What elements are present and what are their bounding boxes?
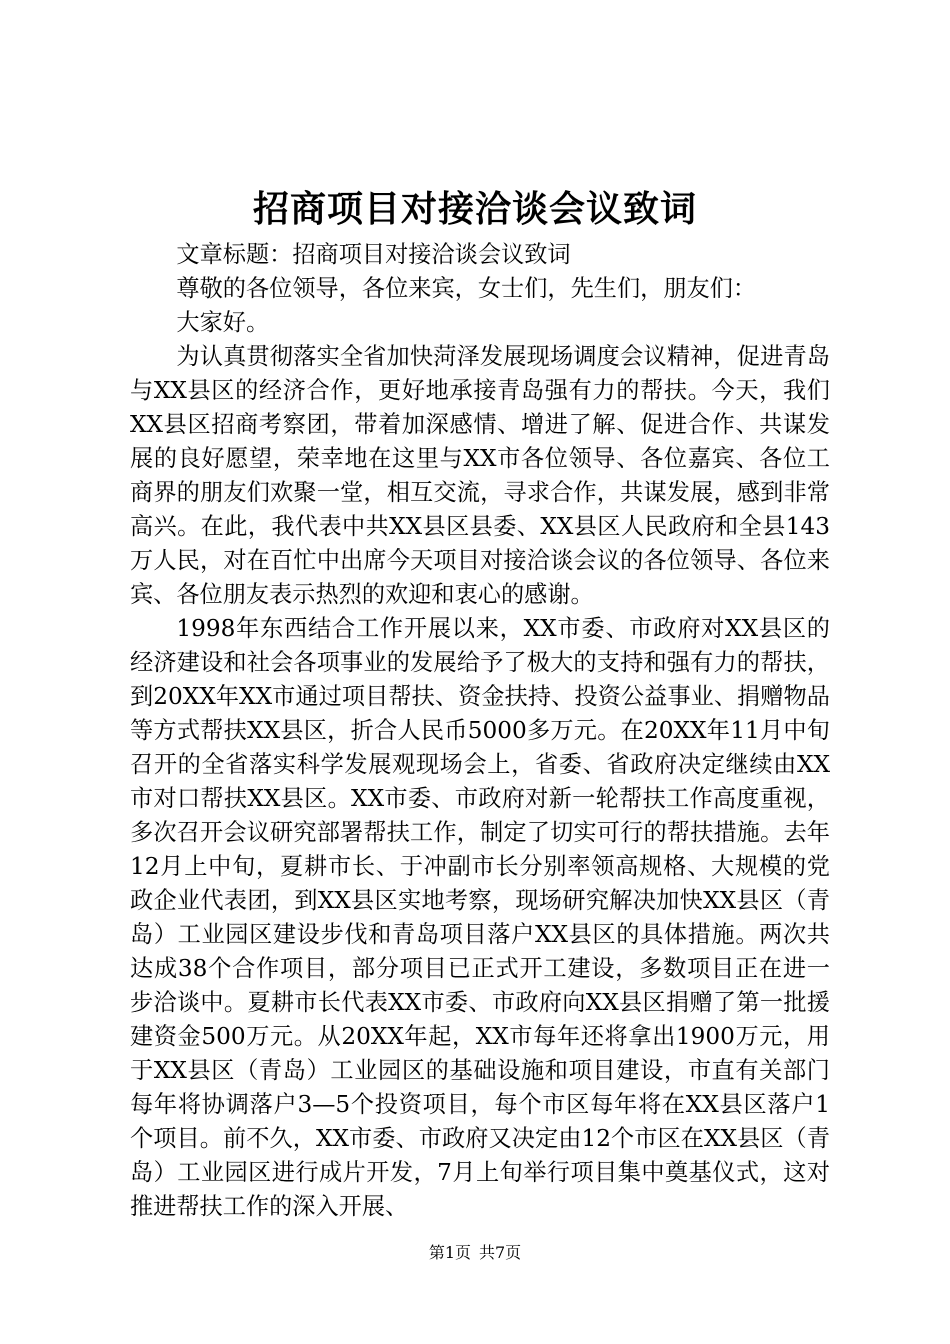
body-paragraph: 1998年东西结合工作开展以来，XX市委、市政府对XX县区的经济建设和社会各项事业的发展给予了极大的支持和强有力的帮扶，到20XX年XX市通过项目帮扶、资金扶持、投资公益事业、捐赠物品等方式帮扶XX县区，折合人民币5000多万元。在20XX年11月中旬召开的全省落实科学发展观现场会上，省委、省政府决定继续由XX市对口帮扶XX县区。XX市委、市政府对新一轮帮扶工作高度重视，多次召开会议研究部署帮扶工作，制定了切实可行的帮扶措施。去年12月上中旬，夏耕市长、于冲副市长分别率领高规格、大规模的党政企业代表团，到XX县区实地考察，现场研究解决加快XX县区（青岛）工业园区建设步伐和青岛项目落户XX县区的具体措施。两次共达成38个合作项目，部分项目已正式开工建设，多数项目正在进一步洽谈中。夏耕市长代表XX市委、市政府向XX县区捐赠了第一批援建资金500万元。从20XX年起，XX市每年还将拿出1900万元，用于XX县区（青岛）工业园区的基础设施和项目建设，市直有关部门每年将协调落户3—5个投资项目，每个市区每年将在XX县区落户1个项目。前不久，XX市委、市政府又决定由12个市区在XX县区（青岛）工业园区进行成片开发，7月上旬举行项目集中奠基仪式，这对推进帮扶工作的深入开展、 [130,615,830,1220]
document-title: 招商项目对接洽谈会议致词 [252,189,697,230]
body-paragraph: 为认真贯彻落实全省加快菏泽发展现场调度会议精神，促进青岛与XX县区的经济合作，更好地承接青岛强有力的帮扶。今天，我们XX县区招商考察团，带着加深感情、增进了解、促进合作、共谋发展的良好愿望，荣幸地在这里与XX市各位领导、各位嘉宾、各位工商界的朋友们欢聚一堂，相互交流，寻求合作，共谋发展，感到非常高兴。在此，我代表中共XX县区县委、XX县区人民政府和全县143万人民，对在百忙中出席今天项目对接洽谈会议的各位领导、各位来宾、各位朋友表示热烈的欢迎和衷心的感谢。 [130,343,830,608]
greeting-paragraph: 大家好。 [176,309,270,336]
page-total: 共7页 [479,1243,522,1262]
article-title-line: 文章标题：招商项目对接洽谈会议致词 [176,241,571,268]
page-number: 第1页 [428,1243,471,1262]
salutation-paragraph: 尊敬的各位领导，各位来宾，女士们，先生们，朋友们： [176,275,757,302]
page-footer [0,1242,950,1264]
document-body [130,238,830,1224]
